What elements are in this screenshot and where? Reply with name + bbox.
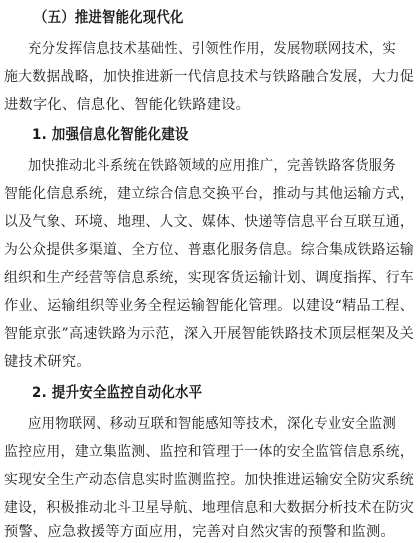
subsection-1-line-6: 作业、运输组织等业务全程运输智能化管理。以建设“精品工程、 <box>4 298 414 314</box>
subsection-1-line-5: 组织和生产经营等信息系统，实现客货运输计划、调度指挥、行车 <box>4 270 415 286</box>
subsection-1-line-2: 智能化信息系统，建立综合信息交换平台，推动与其他运输方式， <box>4 186 415 202</box>
subsection-1-line-1: 加快推动北斗系统在铁路领域的应用推广，完善铁路客货服务 <box>28 158 397 174</box>
subsection-1-line-7: 智能京张”高速铁路为示范，深入开展智能铁路技术顶层框架及关 <box>4 326 414 342</box>
subsection-2-title: 2. 提升安全监控自动化水平 <box>32 384 203 401</box>
intro-line-2: 施大数据战略，加快推进新一代信息技术与铁路融合发展，大力促 <box>4 69 415 85</box>
subsection-1-line-8: 键技术研究。 <box>4 354 91 370</box>
subsection-1-line-4: 为公众提供多渠道、全方位、普惠化服务信息。综合集成铁路运输 <box>4 242 415 258</box>
subsection-2-line-3: 实现安全生产动态信息实时监测监控。加快推进运输安全防灾系统 <box>4 472 415 488</box>
subsection-1-line-3: 以及气象、环境、地理、人文、媒体、快递等信息平台互联互通， <box>4 214 415 230</box>
subsection-2-line-5: 预警、应急救援等方面应用，完善对自然灾害的预警和监测。 <box>4 524 395 540</box>
subsection-2-line-4: 建设，积极推动北斗卫星导航、地理信息和大数据分析技术在防灾 <box>4 500 415 516</box>
section-heading: （五）推进智能化现代化 <box>34 9 184 26</box>
intro-line-1: 充分发挥信息技术基础性、引领性作用，发展物联网技术，实 <box>28 41 397 57</box>
subsection-2-line-2: 监控应用，建立集监测、监控和管理于一体的安全监管信息系统， <box>4 444 415 460</box>
subsection-1-title: 1. 加强信息化智能化建设 <box>32 126 189 143</box>
intro-line-3: 进数字化、信息化、智能化铁路建设。 <box>4 97 251 113</box>
subsection-2-line-1: 应用物联网、移动互联和智能感知等技术，深化专业安全监测 <box>28 416 397 432</box>
